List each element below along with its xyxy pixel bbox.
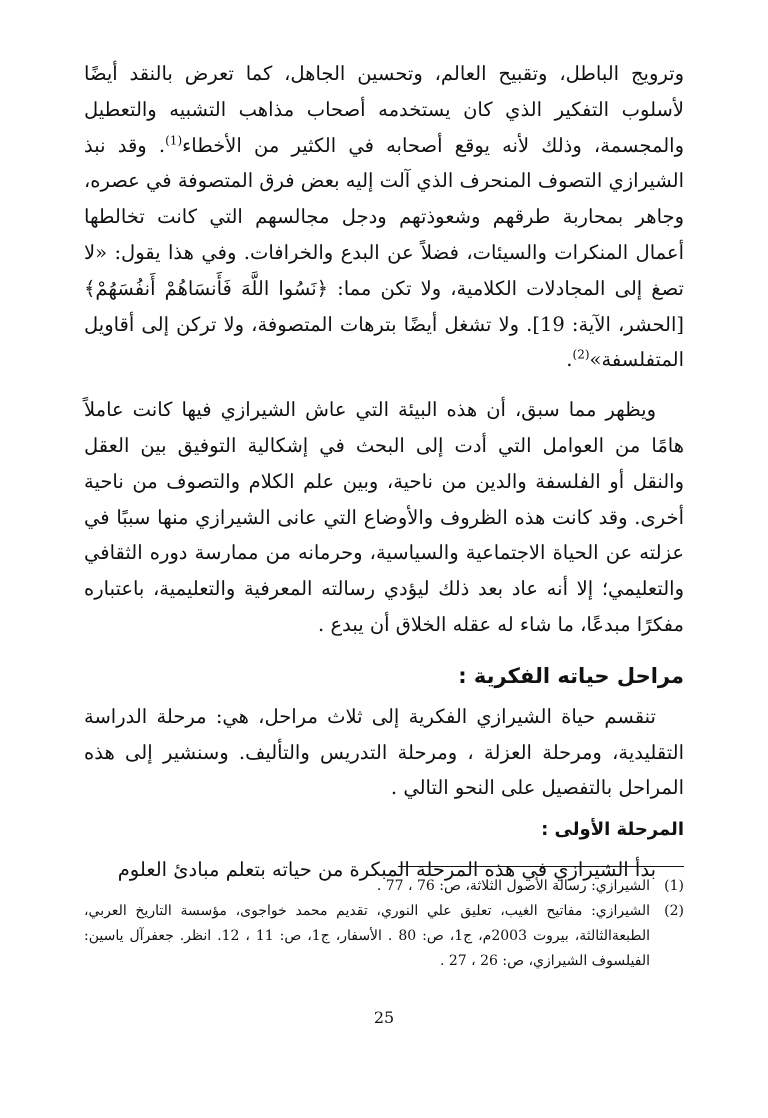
spacer (84, 378, 684, 392)
paragraph-1-end: . (566, 348, 573, 372)
footnote-text: الشيرازي: مفاتيح الغيب، تعليق علي النوري، تقديم محمد خواجوى، مؤسسة التاريخ العربي، الطبعةالثالثة، بيروت 2003م، ج1، ص: 80 . الأسفار، ج1، ص: 11 ، 12. انظر. جعفرآل ياسين: الفيلسوف الشيرازي، ص: 26 ، 27 . (84, 903, 650, 969)
paragraph-1-continuation: . وقد نبذ الشيرازي التصوف المنحرف الذي آلت إليه بعض فرق المتصوفة في عصره، وجاهر بمحاربة طرقهم وشعوذتهم ودجل مجالسهم التي كانت تخالطها أعمال المنكرات والسيئات، فضلاً عن البدع والخرافات. وفي هذا يقول: «لا تصغ إلى المجادلات الكلامية، ولا تكن مما: ﴿نَسُوا اللَّهَ فَأَنسَاهُمْ أَنفُسَهُمْ﴾ [الحشر، الآية: 19]. ولا تشغل أيضًا بترهات المتصوفة، ولا تركن إلى أقاويل المتفلسفة» (84, 133, 684, 372)
footnotes (84, 874, 684, 974)
footnote-1 (84, 874, 684, 899)
subsection-heading: المرحلة الأولى : (541, 819, 684, 841)
paragraph-4: بدأ الشيرازي في هذه المرحلة المبكرة من حياته بتعلم مبادئ العلوم (117, 858, 656, 882)
footnote-number: (2) (664, 903, 684, 919)
paragraph-3: تنقسم حياة الشيرازي الفكرية إلى ثلاث مراحل، هي: مرحلة الدراسة التقليدية، ومرحلة العزلة ، ومرحلة التدريس والتأليف. وسنشير إلى هذه المراحل بالتفصيل على النحو التالي . (84, 704, 684, 800)
page-number: 25 (373, 1008, 395, 1027)
footnote-text: الشيرازي: رسالة الأصول الثلاثة، ص: 76 ، 77 . (376, 878, 650, 894)
paragraph-2: ويظهر مما سبق، أن هذه البيئة التي عاش الشيرازي فيها كانت عاملاً هامًا من العوامل التي أدت إلى البحث في إشكالية التوفيق بين العقل والنقل أو الفلسفة والدين من ناحية، وبين علم الكلام والتصوف من ناحية أخرى. وقد كانت هذه الظروف والأوضاع التي عانى الشيرازي منها سببًا في عزلته عن الحياة الاجتماعية والسياسية، وحرمانه من ممارسة دوره الثقافي والتعليمي؛ إلا أنه عاد بعد ذلك ليؤدي رسالته المعرفية والتعليمية، باعتباره مفكرًا مبدعًا، ما شاء له عقله الخلاق أن يبدع . (84, 398, 684, 636)
footnote-ref-1: (1) (165, 133, 183, 148)
spacer (84, 643, 684, 657)
main-text (84, 56, 684, 888)
paragraph-1 (84, 56, 684, 378)
footnote-ref-2: (2) (572, 347, 590, 362)
section-heading: مراحل حياته الفكرية : (458, 663, 684, 688)
footnote-number: (1) (664, 878, 684, 894)
footnote-divider (398, 866, 684, 867)
paragraph-1-text: وترويج الباطل، وتقبيح العالم، وتحسين الجاهل، كما تعرض بالنقد أيضًا لأسلوب التفكير الذي كان يستخدمه أصحاب مذاهب التشبيه والتعطيل والمجسمة، وذلك لأنه يوقع أصحابه في الكثير من الأخطاء (84, 62, 684, 157)
footnote-2 (84, 899, 684, 974)
